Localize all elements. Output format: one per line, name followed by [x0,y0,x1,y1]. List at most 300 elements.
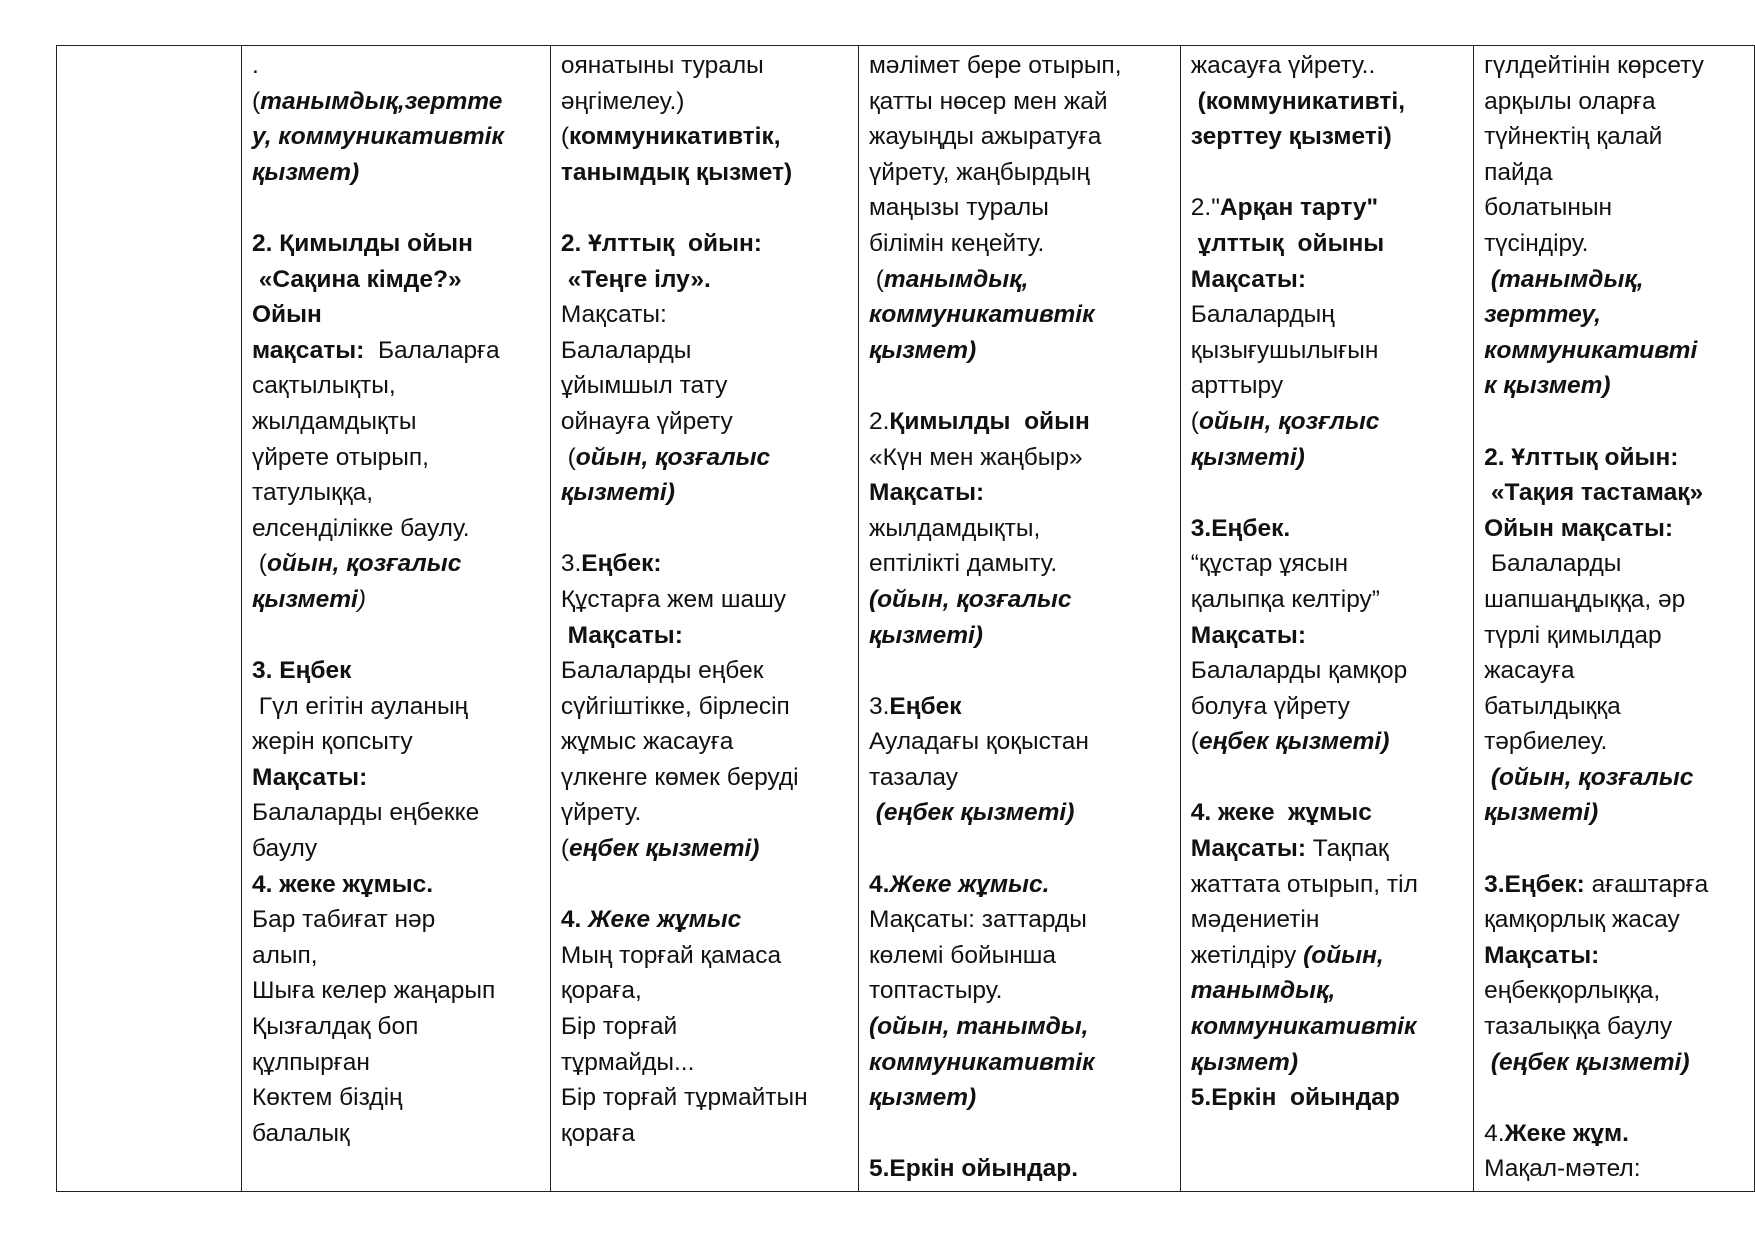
text-run: жылдамдықты, [868,514,1041,542]
text-line [1484,546,1746,582]
text-run: татулыққа, [252,479,374,507]
text-line [252,262,542,298]
text-run: 5.Еркін ойындар. [868,1155,1079,1183]
text-line [1191,902,1465,938]
text-line [1191,190,1465,226]
text-line [1484,475,1746,511]
text-line [561,1009,850,1045]
text-line [252,582,542,618]
text-run: жасауға үйрету.. [1190,52,1376,79]
text-line [561,867,850,903]
text-run: ойнауға үйрету [560,407,733,435]
text-run: Жеке жұмыс [588,906,742,934]
text-run: пайда [1484,158,1553,186]
text-line [869,119,1172,155]
text-line [1191,831,1465,867]
text-run: болатынын [1484,194,1613,222]
text-run: к қызмет) [1484,372,1611,400]
text-run: «Тақия тастамақ» [1484,479,1704,507]
text-line [1191,938,1465,974]
text-run: үйрету. [560,799,642,827]
text-line [1191,333,1465,369]
text-run: Көктем біздің [252,1084,403,1112]
text-run: қызмет) [252,158,360,186]
text-line [1484,724,1746,760]
text-run: ( [1190,728,1199,756]
text-run: коммуникативтік [868,301,1095,329]
text-run: 2. Ұлттық ойын: [560,229,762,257]
text-line [252,297,542,333]
text-line [1484,1045,1746,1081]
text-run: ) [357,585,367,613]
text-run: мәдениетін [1190,906,1320,934]
text-line [252,368,542,404]
text-run: ұлттық ойыны [1190,229,1385,257]
text-line [561,84,850,120]
text-run: қызығушылығын [1190,336,1379,364]
text-run: еңбекқорлыққа, [1484,977,1661,1005]
text-run: Шыға келер жаңарып [252,977,496,1005]
text-run: (ойын, қозғалыс [1484,763,1694,791]
text-run: ойын, қозғалыс [266,550,462,578]
text-line [1191,618,1465,654]
text-line [561,938,850,974]
text-line [561,297,850,333]
text-run: ағаштарға [1584,870,1709,898]
text-line [1484,440,1746,476]
text-run: зерттеу, [1484,301,1601,329]
text-line [561,333,850,369]
text-line [869,653,1172,689]
text-line [1484,262,1746,298]
text-line [561,155,850,191]
text-line [561,119,850,155]
text-run: ( [868,265,884,293]
text-line [1191,262,1465,298]
text-line [561,902,850,938]
text-line [252,119,542,155]
text-run: Балаларды еңбек [560,657,764,685]
text-run: маңызы туралы [868,194,1049,222]
text-run: жетілдіру [1190,941,1304,969]
text-line [252,902,542,938]
text-run: түйнектің қалай [1484,123,1663,151]
text-run: Тақпақ [1306,835,1389,863]
text-line [1484,1151,1746,1187]
text-run: үйрете отырып, [252,443,429,471]
text-run: зерттеу қызметі) [1190,123,1392,151]
text-line [869,938,1172,974]
text-run: Бір торғай [560,1013,678,1041]
text-run: Мақсаты: [560,301,667,329]
text-run: ойын, қозғалыс [575,443,771,471]
text-run: ( [560,835,569,863]
text-line [252,546,542,582]
text-run: қызметі) [560,479,675,507]
text-line [869,333,1172,369]
text-line [869,190,1172,226]
text-line [1191,475,1465,511]
text-line [1191,867,1465,903]
text-line [869,760,1172,796]
text-run: мақсаты: [252,336,365,364]
text-line [252,404,542,440]
text-run: Мақсаты: заттарды [868,906,1087,934]
text-run: 2. [868,407,890,435]
text-line [1191,440,1465,476]
text-line [561,226,850,262]
text-run: (коммуникативті, [1190,87,1406,115]
text-line [869,297,1172,333]
text-line [561,440,850,476]
text-run: (танымдық, [1484,265,1644,293]
text-line [252,475,542,511]
text-line [869,1045,1172,1081]
text-run: Құстарға жем шашу [560,585,787,613]
text-line [869,973,1172,1009]
text-line [1484,1116,1746,1152]
text-run: (ойын, [1303,941,1384,969]
text-line [1484,511,1746,547]
text-line [1484,938,1746,974]
text-line [252,795,542,831]
text-line [561,262,850,298]
text-run: Балалардың [1190,301,1335,329]
text-line [1484,190,1746,226]
text-run: «Күн мен жаңбыр» [868,443,1083,471]
text-line [1191,84,1465,120]
text-line [1484,84,1746,120]
text-run: тазалыққа баулу [1484,1013,1673,1041]
text-line [869,867,1172,903]
text-line [869,440,1172,476]
text-line [252,333,542,369]
text-line [1484,155,1746,191]
text-line [869,831,1172,867]
text-line [1484,973,1746,1009]
text-run: ұйымшыл тату [560,372,728,400]
text-run: жерін қопсыту [252,728,413,756]
text-line [561,831,850,867]
text-line [1191,48,1465,84]
text-line [1484,48,1746,84]
text-line [1191,973,1465,1009]
text-line [561,795,850,831]
text-line [869,546,1172,582]
text-line [1191,1009,1465,1045]
text-run: Жеке жұмыс. [889,870,1050,898]
text-run: тазалау [868,763,958,791]
text-line [561,190,850,226]
text-run: Мақсаты: [1190,835,1306,863]
text-run: ойын, қозғлыс [1198,407,1380,435]
text-line [1191,1080,1465,1116]
text-run: Қимылды ойын [889,407,1090,435]
text-run: үйрету, жаңбырдың [868,158,1090,186]
text-run: . [252,52,259,79]
text-run: сақтылықты, [252,372,396,400]
text-line [252,724,542,760]
text-line [252,653,542,689]
text-run: жасауға [1484,657,1575,685]
text-line [1484,582,1746,618]
text-line [869,1009,1172,1045]
text-run: батылдыққа [1484,692,1621,720]
text-line [1191,653,1465,689]
text-run: Мақсаты: [868,479,985,507]
text-line [561,582,850,618]
text-run: қызмет) [1190,1048,1298,1076]
text-line [561,1080,850,1116]
text-line [1191,226,1465,262]
text-line [1484,404,1746,440]
text-run: 3. [560,550,582,578]
text-line [561,546,850,582]
text-run: 3. [868,692,890,720]
text-run: коммуникативтік, [569,123,781,151]
text-line [252,226,542,262]
table-row [57,46,1755,1192]
text-line [561,475,850,511]
table-cell [1474,46,1755,1192]
text-line [1484,226,1746,262]
text-line [1484,831,1746,867]
text-run: Балаларды [560,336,692,364]
text-run: 4. [868,870,890,898]
text-run: у, коммуникативтік [252,123,504,151]
text-run: коммуникативтік [868,1048,1095,1076]
text-run: ( [252,87,261,115]
text-run: Гүл егітін ауланың [252,692,469,720]
text-line [869,155,1172,191]
text-line [561,368,850,404]
text-run: ( [1190,407,1199,435]
text-line [252,689,542,725]
text-line [1484,618,1746,654]
text-line [252,155,542,191]
text-line [869,84,1172,120]
plan-table [56,45,1755,1192]
text-line [561,1116,850,1152]
text-run: мәлімет бере отырып, [868,52,1122,79]
text-line [869,262,1172,298]
text-run: коммуникативті [1484,336,1698,364]
text-line [252,760,542,796]
text-line [869,404,1172,440]
text-run: балалық [252,1119,350,1147]
text-run: 2." [1190,194,1220,222]
text-run: (еңбек қызметі) [868,799,1075,827]
text-line [869,618,1172,654]
text-line [869,689,1172,725]
text-run: танымдық қызмет) [560,158,793,186]
text-line [1191,582,1465,618]
text-run: ( [560,123,569,151]
text-run: қызметі) [1484,799,1599,827]
text-line [252,84,542,120]
text-line [1484,1009,1746,1045]
text-run: еңбек қызметі) [1198,728,1390,756]
text-line [1191,795,1465,831]
text-run: әңгімелеу.) [560,87,685,115]
text-line [1191,404,1465,440]
text-run: (ойын, танымды, [868,1013,1089,1041]
text-line [1191,724,1465,760]
text-run: танымдық, [1190,977,1336,1005]
text-run: Балаларды [1484,550,1622,578]
text-run: ( [560,443,576,471]
text-run: 5.Еркін ойындар [1190,1084,1400,1112]
text-run: 2. Қимылды ойын [252,229,473,257]
text-line [869,1151,1172,1187]
text-run: жылдамдықты [252,407,417,435]
text-run: түсіндіру. [1484,229,1589,257]
text-run: қалыпқа келтіру” [1190,585,1380,613]
text-line [252,1080,542,1116]
text-line [1484,689,1746,725]
text-run: ептілікті дамыту. [868,550,1058,578]
text-line [1484,297,1746,333]
text-line [1484,368,1746,404]
text-run: тұрмайды... [560,1048,695,1076]
text-run: Қызғалдақ боп [252,1013,419,1041]
text-line [1484,760,1746,796]
text-run: гүлдейтінін көрсету [1484,52,1704,79]
text-line [252,1116,542,1152]
text-line [252,1045,542,1081]
text-run: қызмет) [868,336,977,364]
text-run: жауыңды ажыратуға [868,123,1102,151]
text-line [561,1045,850,1081]
text-line [252,190,542,226]
text-run: Мақсаты: [560,621,683,649]
text-run: (ойын, қозғалыс [868,585,1072,613]
text-run: Ойын мақсаты: [1484,514,1674,542]
text-line [1484,333,1746,369]
text-run: арқылы оларға [1484,87,1656,115]
text-run: қораға, [560,977,642,1005]
text-line [561,618,850,654]
text-run: оянатыны туралы [560,52,764,79]
text-line [561,48,850,84]
text-run: Мың торғай қамаса [560,941,782,969]
text-line [1484,653,1746,689]
text-line [561,511,850,547]
text-run: Мақсаты: [1190,621,1306,649]
text-line [869,511,1172,547]
text-line [252,618,542,654]
text-line [1191,368,1465,404]
text-line [1484,867,1746,903]
text-line [869,48,1172,84]
text-line [1484,1080,1746,1116]
text-run: сүйгіштікке, бірлесіп [560,692,790,720]
text-line [561,404,850,440]
text-line [252,1009,542,1045]
text-run: шапшаңдыққа, әр [1484,585,1686,613]
text-run: ( [252,550,267,578]
text-run: тәрбиелеу. [1484,728,1608,756]
text-line [252,938,542,974]
text-run: қызметі) [1190,443,1305,471]
text-line [561,653,850,689]
text-line [252,973,542,1009]
text-run: қамқорлық жасау [1484,906,1680,934]
text-line [1191,760,1465,796]
text-line [869,226,1172,262]
text-run: қызметі [252,585,358,613]
text-line [1191,1045,1465,1081]
text-run: танымдық, [883,265,1029,293]
text-run: қораға [560,1119,635,1147]
table-cell [242,46,551,1192]
text-run: 3.Еңбек. [1190,514,1291,542]
text-line [869,582,1172,618]
text-run: Мақсаты: [252,763,368,791]
text-line [561,724,850,760]
text-run: арттыру [1190,372,1284,400]
text-line [1484,902,1746,938]
table-cell [1180,46,1473,1192]
text-run: еңбек қызметі) [569,835,760,863]
text-run: білімін кеңейту. [868,229,1045,257]
text-run: жұмыс жасауға [560,728,734,756]
text-run: Мақсаты: [1484,941,1600,969]
text-run: қызметі) [868,621,983,649]
text-run: 4. жеке жұмыс. [252,870,434,898]
text-run: Балаларды еңбекке [252,799,480,827]
text-line [869,1080,1172,1116]
text-line [1191,511,1465,547]
text-run: қатты нөсер мен жай [868,87,1108,115]
text-line [1484,119,1746,155]
text-run: топтастыру. [868,977,1003,1005]
text-run: Мақсаты: [1190,265,1306,293]
text-run: құлпырған [252,1048,370,1076]
text-line [1191,155,1465,191]
text-line [561,973,850,1009]
text-line [252,48,542,84]
text-run: Балаларды қамқор [1190,657,1408,685]
text-line [1484,795,1746,831]
text-line [869,1116,1172,1152]
text-run: елсенділікке баулу. [252,514,470,542]
text-line [252,511,542,547]
text-line [561,760,850,796]
text-run: танымдық,зертте [260,87,503,115]
text-run: Еңбек [889,692,962,720]
text-run: қызмет) [868,1084,977,1112]
text-run: 4. [560,906,589,934]
text-run: Арқан тарту" [1219,194,1379,222]
text-run: 4. жеке жұмыс [1190,799,1372,827]
text-run: «Сақина кімде?» [252,265,462,293]
text-run: 3. Еңбек [252,657,352,685]
text-run: 2. Ұлттық ойын: [1484,443,1679,471]
text-line [869,368,1172,404]
text-line [869,724,1172,760]
text-run: Бір торғай тұрмайтын [560,1084,808,1112]
text-line [252,831,542,867]
text-line [869,475,1172,511]
text-line [1191,546,1465,582]
text-run: “құстар ұясын [1190,550,1349,578]
text-run: Мақал-мәтел: [1484,1155,1641,1183]
text-line [869,795,1172,831]
text-run: баулу [252,835,318,863]
text-line [869,902,1172,938]
text-run: үлкенге көмек беруді [560,763,799,791]
